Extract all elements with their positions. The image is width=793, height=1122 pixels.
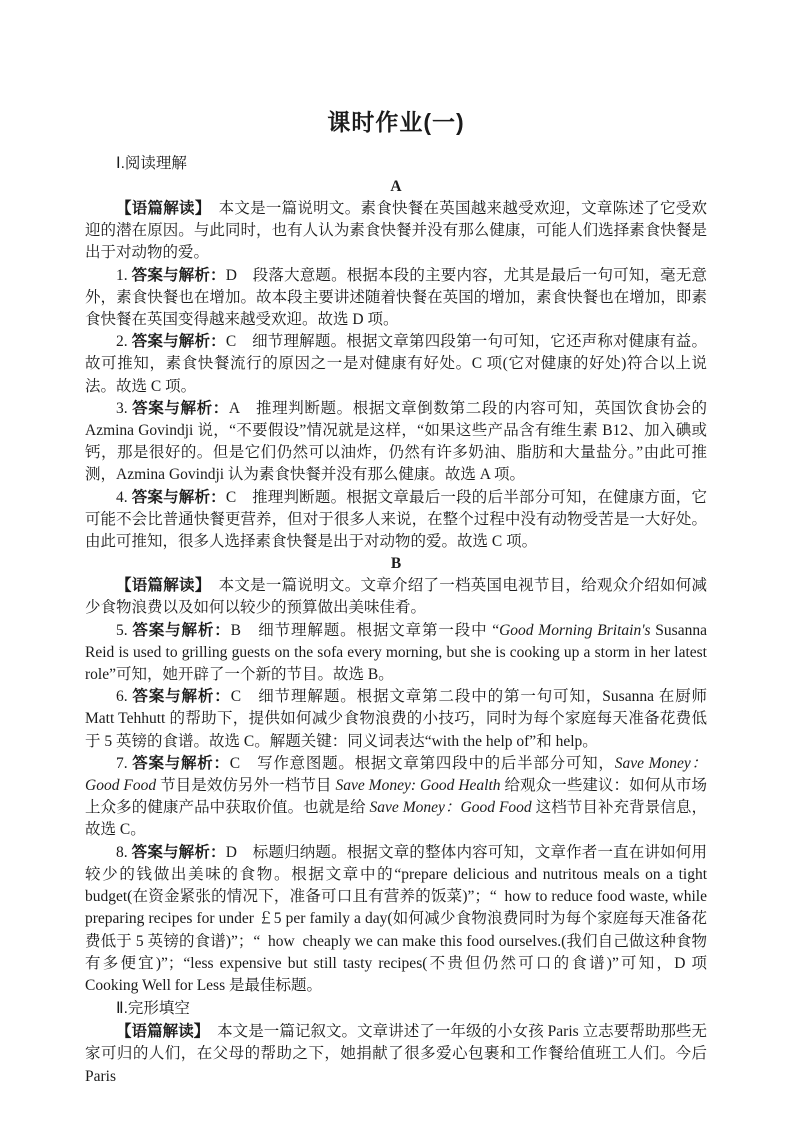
text-run: 答案与解析： bbox=[132, 621, 231, 639]
text-run: D 标题归纳题。根据文章的整体内容可知，文章作者一直在讲如何用较少的钱做出美味的食物。根据文章中的“prepare delicious and nutritous meals on a tight budget(在资金紧张的情况下，准备可口且有营养的饭菜)”；“ how to reduce food waste, while preparing recipes for under ￡5 per family a day(如何减少食物浪费同时为每个家庭每天准备花费低于 5 英镑的食谱)”；“ how cheaply we can make this food ourselves.(我们自己做这种食物有多便宜)”；“less expensive but still tasty recipes(不贵但仍然可口的食谱)”可知，D 项 Cooking Well for Less 是最佳标题。 bbox=[85, 843, 707, 994]
text-run: 3. bbox=[116, 399, 133, 417]
text-run: 这档节目补充背景信息，故选 C。 bbox=[85, 799, 707, 839]
text-run: C 细节理解题。根据文章第四段第一句可知，它还声称对健康有益。故可推知，素食快餐流行的原因之一是对健康有好处。C 项(它对健康的好处)符合以上说法。故选 C 项。 bbox=[85, 333, 708, 395]
text-run: Susanna Reid is used to grilling guests on the sofa every morning, but she is cooking up a storm in her latest role”可知，她开辟了一个新的节目。故选 B。 bbox=[85, 621, 707, 684]
text-run: 本文是一篇说明文。文章介绍了一档英国电视节目，给观众介绍如何减少食物浪费以及如何以较少的预算做出美味佳肴。 bbox=[85, 577, 707, 617]
text-run: 7. bbox=[116, 754, 133, 772]
answer-explanation-4 bbox=[85, 487, 707, 554]
answer-explanation-2 bbox=[85, 331, 707, 398]
text-run: 答案与解析： bbox=[131, 488, 226, 506]
answer-explanation-1 bbox=[85, 265, 707, 332]
text-run: 本文是一篇记叙文。文章讲述了一年级的小女孩 Paris 立志要帮助那些无家可归的人们，在父母的帮助之下，她捐献了很多爱心包裹和工作餐给值班工人们。今后 Paris bbox=[85, 1023, 707, 1085]
text-run: 6. bbox=[116, 688, 133, 706]
answer-explanation-8 bbox=[85, 842, 707, 997]
text-run: C 写作意图题。根据文章第四段中的后半部分可知， bbox=[229, 754, 615, 772]
text-run: 8. bbox=[116, 843, 132, 861]
text-run: 节目是效仿另外一档节目 bbox=[156, 777, 336, 795]
text-run: 答案与解析： bbox=[132, 399, 229, 417]
text-run: Save Money: Good Health bbox=[335, 777, 501, 795]
document-content bbox=[85, 0, 707, 1088]
passage-a-analysis bbox=[85, 198, 707, 265]
text-run: 答案与解析： bbox=[132, 754, 230, 772]
passage-b-label: B bbox=[390, 555, 402, 573]
text-run: 1. bbox=[116, 266, 132, 284]
text-run: D 段落大意题。根据本段的主要内容，尤其是最后一句可知，毫无意外，素食快餐也在增加。故本段主要讲述随着快餐在英国的增加，素食快餐也在增加，即素食快餐在英国变得越来越受欢迎。故选 D 项。 bbox=[85, 266, 707, 329]
text-run: 答案与解析： bbox=[132, 688, 231, 706]
cloze-analysis bbox=[85, 1021, 707, 1088]
text-run: B 细节理解题。根据文章第一段中 “ bbox=[230, 621, 500, 639]
text-run: 5. bbox=[116, 621, 133, 639]
answer-explanation-6 bbox=[85, 686, 707, 753]
text-run: 给观众一些建议：如何从市场上众多的健康产品中获取价值。也就是给 bbox=[85, 777, 707, 817]
page-title: 课时作业(一) bbox=[327, 109, 465, 135]
text-run: C 细节理解题。根据文章第二段中的第一句可知，Susanna 在厨师 Matt Tehhutt 的帮助下，提供如何减少食物浪费的小技巧，同时为每个家庭每天准备花费低于 5 英镑的食谱。故选 C。解题关键：同义词表达“with the help of”和 help。 bbox=[85, 688, 707, 750]
text-run: A 推理判断题。根据文章倒数第二段的内容可知，英国饮食协会的 Azmina Govindji 说，“不要假设”情况就是这样，“如果这些产品含有维生素 B12、加入碘或钙，那是很好的。但是它们仍然可以油炸，仍然有许多奶油、脂肪和大量盐分。”由此可推测，Azmina Govindji 认为素食快餐并没有那么健康。故选 A 项。 bbox=[85, 399, 708, 484]
text-run: 答案与解析： bbox=[131, 843, 226, 861]
passage-b-analysis bbox=[85, 575, 707, 619]
answer-explanation-5 bbox=[85, 620, 707, 687]
answer-explanation-3 bbox=[85, 398, 707, 487]
text-run: 4. bbox=[116, 488, 132, 506]
text-run: 【语篇解读】 bbox=[116, 1023, 202, 1041]
text-run: Good Morning Britain's bbox=[499, 621, 651, 639]
section-cloze-heading: Ⅱ.完形填空 bbox=[116, 1000, 190, 1018]
text-run: 【语篇解读】 bbox=[116, 577, 203, 595]
text-run: 【语篇解读】 bbox=[116, 200, 203, 217]
text-run: 答案与解析： bbox=[131, 266, 226, 284]
text-run: 答案与解析： bbox=[131, 333, 226, 351]
text-run: 2. bbox=[116, 333, 132, 351]
section-reading-heading: Ⅰ.阅读理解 bbox=[116, 155, 187, 172]
answer-explanation-7 bbox=[85, 753, 707, 842]
passage-a-label: A bbox=[390, 178, 402, 195]
text-run: Save Money：Good Food bbox=[85, 754, 707, 795]
text-run: Save Money：Good Food bbox=[369, 799, 532, 817]
text-run: 本文是一篇说明文。素食快餐在英国越来越受欢迎，文章陈述了它受欢迎的潜在原因。与此同时，也有人认为素食快餐并没有那么健康，可能人们选择素食快餐是出于对动物的爱。 bbox=[85, 200, 707, 262]
text-run: C 推理判断题。根据文章最后一段的后半部分可知，在健康方面，它可能不会比普通快餐更营养，但对于很多人来说，在整个过程中没有动物受苦是一大好处。由此可推知，很多人选择素食快餐是出于对动物的爱。故选 C 项。 bbox=[85, 488, 708, 551]
